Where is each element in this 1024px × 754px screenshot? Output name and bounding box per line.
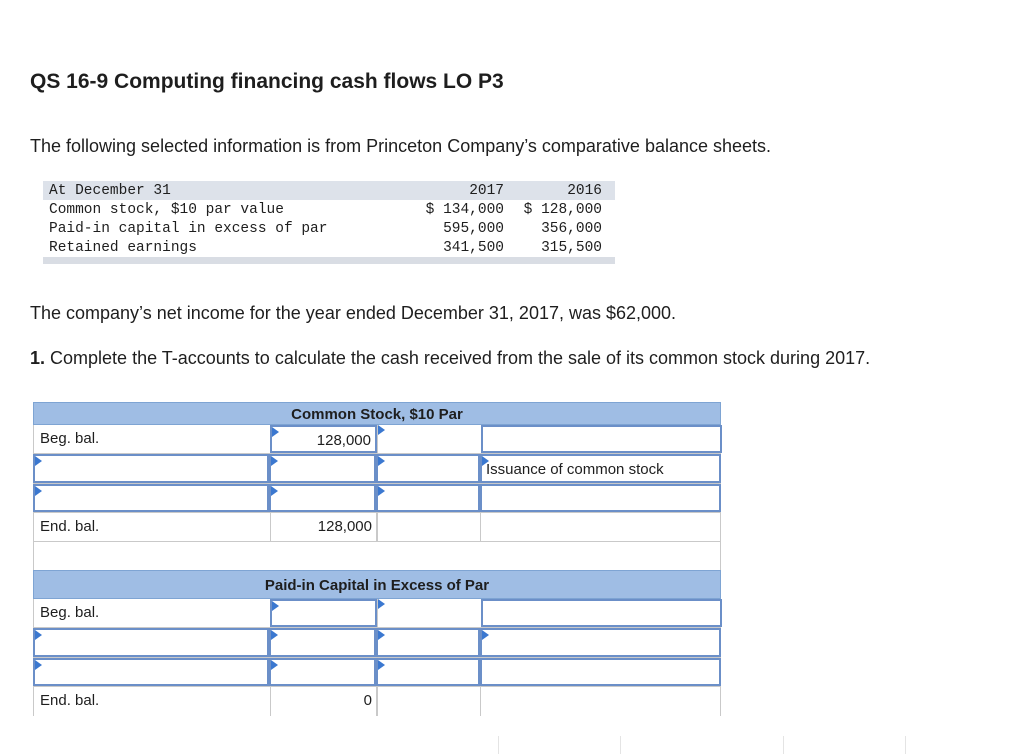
annotation-input[interactable] xyxy=(481,599,722,627)
dropdown-marker-icon xyxy=(271,456,278,466)
balance-sheet-header xyxy=(43,181,615,200)
dropdown-marker-icon xyxy=(378,486,385,496)
t-account-common-stock xyxy=(33,402,721,542)
net-income-text: The company’s net income for the year ended December 31, 2017, was $62,000. xyxy=(30,303,677,323)
balance-sheet-row xyxy=(43,200,615,219)
debit-input[interactable] xyxy=(269,454,376,483)
question-body: Complete the T-accounts to calculate the cash received from the sale of its common stock during 2017. xyxy=(50,348,871,368)
t-row-beg xyxy=(33,425,721,454)
page-title: QS 16-9 Computing financing cash flows LO P3 xyxy=(30,70,504,93)
annotation-input[interactable] xyxy=(480,658,721,686)
row-value-2017: 595,000 xyxy=(443,221,504,237)
issuance-annotation: Issuance of common stock xyxy=(486,461,664,478)
credit-cell xyxy=(377,687,481,716)
debit-input[interactable] xyxy=(269,628,376,657)
balance-sheet-row xyxy=(43,219,615,238)
end-bal-value: 128,000 xyxy=(317,518,372,535)
debit-input[interactable] xyxy=(270,599,377,627)
dropdown-marker-icon xyxy=(272,601,279,611)
divider xyxy=(783,736,784,754)
credit-cell xyxy=(377,425,481,453)
end-bal-value: 0 xyxy=(363,692,372,709)
label-input[interactable] xyxy=(33,484,269,512)
beg-bal-label: Beg. bal. xyxy=(40,430,100,447)
t-row-end xyxy=(33,687,721,716)
divider xyxy=(498,736,499,754)
t-account-paid-in-capital xyxy=(33,570,721,716)
row-label: Paid-in capital in excess of par xyxy=(49,221,328,237)
dropdown-marker-icon xyxy=(482,630,489,640)
annotation-input[interactable] xyxy=(480,484,721,512)
row-value-2016: 315,500 xyxy=(541,240,602,256)
end-bal-label: End. bal. xyxy=(40,518,100,535)
row-value-2016: 356,000 xyxy=(541,221,602,237)
question-number: 1. xyxy=(30,348,46,368)
header-label: At December 31 xyxy=(49,183,171,199)
divider xyxy=(620,736,621,754)
dropdown-marker-icon xyxy=(378,660,385,670)
dropdown-marker-icon xyxy=(271,660,278,670)
t-row-end xyxy=(33,513,721,542)
annotation-input[interactable] xyxy=(480,628,721,657)
t-account-title: Common Stock, $10 Par xyxy=(33,402,721,425)
intro-text: The following selected information is from Princeton Company’s comparative balance sheets. xyxy=(30,136,772,156)
beg-bal-label: Beg. bal. xyxy=(40,604,100,621)
row-label: Common stock, $10 par value xyxy=(49,202,284,218)
dropdown-marker-icon xyxy=(378,425,385,435)
dropdown-marker-icon xyxy=(35,660,42,670)
balance-sheet-table xyxy=(43,181,615,264)
t-account-spacer xyxy=(33,542,721,570)
dropdown-marker-icon xyxy=(378,456,385,466)
credit-cell xyxy=(377,513,481,541)
t-row-entry xyxy=(33,454,721,484)
row-label: Retained earnings xyxy=(49,240,197,256)
t-row-entry xyxy=(33,658,721,687)
row-value-2017: 341,500 xyxy=(443,240,504,256)
credit-cell xyxy=(377,599,481,627)
dropdown-marker-icon xyxy=(35,456,42,466)
credit-input[interactable] xyxy=(376,658,480,686)
beg-bal-value: 128,000 xyxy=(316,432,371,449)
t-row-entry xyxy=(33,484,721,513)
dropdown-marker-icon xyxy=(35,486,42,496)
credit-input[interactable] xyxy=(376,628,480,657)
row-value-2016: $ 128,000 xyxy=(523,202,602,218)
header-year-2017: 2017 xyxy=(469,183,504,199)
divider xyxy=(905,736,906,754)
dropdown-marker-icon xyxy=(378,630,385,640)
credit-input[interactable] xyxy=(376,454,480,483)
header-year-2016: 2016 xyxy=(567,183,602,199)
balance-sheet-row xyxy=(43,238,615,257)
question-text xyxy=(30,348,870,369)
row-value-2017: $ 134,000 xyxy=(425,202,504,218)
annotation-input[interactable] xyxy=(481,425,722,453)
credit-input[interactable] xyxy=(376,484,480,512)
t-row-entry xyxy=(33,628,721,658)
dropdown-marker-icon xyxy=(272,427,279,437)
label-input[interactable] xyxy=(33,658,269,686)
dropdown-marker-icon xyxy=(271,486,278,496)
end-bal-cell xyxy=(270,687,377,716)
debit-input[interactable] xyxy=(270,425,377,453)
end-bal-cell xyxy=(270,513,377,541)
debit-input[interactable] xyxy=(269,658,376,686)
t-row-beg xyxy=(33,599,721,628)
end-bal-label: End. bal. xyxy=(40,692,100,709)
annotation-input[interactable] xyxy=(480,454,721,483)
label-input[interactable] xyxy=(33,454,269,483)
t-account-title: Paid-in Capital in Excess of Par xyxy=(33,570,721,599)
debit-input[interactable] xyxy=(269,484,376,512)
dropdown-marker-icon xyxy=(271,630,278,640)
label-input[interactable] xyxy=(33,628,269,657)
dropdown-marker-icon xyxy=(378,599,385,609)
dropdown-marker-icon xyxy=(35,630,42,640)
